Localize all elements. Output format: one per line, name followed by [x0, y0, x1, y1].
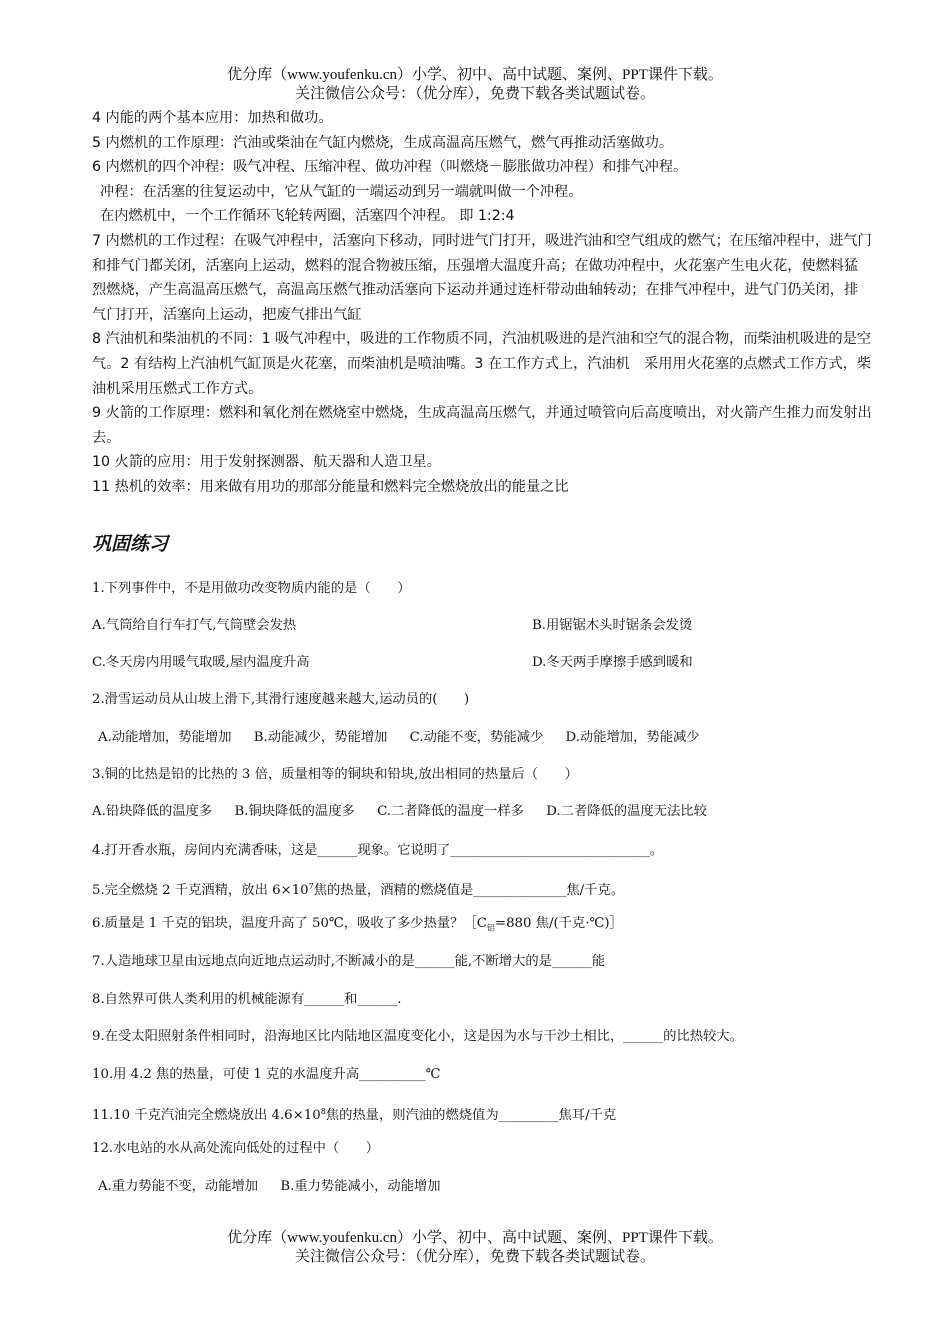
header-line-1: 优分库（www.youfenku.cn）小学、初中、高中试题、案例、PPT课件下载。 [227, 67, 723, 83]
knowledge-notes [92, 106, 872, 500]
question-2-options [98, 729, 718, 747]
page-footer [0, 1229, 950, 1267]
question-1: 1.下列事件中，不是用做功改变物质内能的是（ ） [92, 581, 411, 596]
question-8: 8.自然界可供人类利用的机械能源有______和______. [92, 992, 402, 1007]
question-9: 9.在受太阳照射条件相同时，沿海地区比内陆地区温度变化小，这是因为水与干沙土相比，______的比热较大。 [92, 1029, 743, 1044]
header-line-2: 关注微信公众号：（优分库），免费下载各类试题试卷。 [294, 86, 655, 102]
question-1-option-b: B.用锯锯木头时锯条会发烫 [532, 618, 693, 633]
question-11-exponent: 8 [320, 1107, 326, 1116]
footer-line-1: 优分库（www.youfenku.cn）小学、初中、高中试题、案例、PPT课件下载。 [227, 1230, 723, 1246]
question-11-text-end: 焦的热量，则汽油的燃烧值为_________焦耳/千克 [325, 1108, 617, 1123]
question-11 [92, 1103, 616, 1125]
note-7: 7 内燃机的工作过程：在吸气冲程中，活塞向下移动，同时进气门打开，吸进汽油和空气组成的燃气；在压缩冲程中，进气门和排气门都关闭，活塞向上运动，燃料的混合物被压缩，压强增大温度升高；在做功冲程中，火花塞产生电火花，使燃料猛烈燃烧，产生高温高压燃气，高温高压燃气推动活塞向下运动并通过连杆带动曲轴转动；在排气冲程中，进气门仍关闭，排气门打开，活塞向上运动，把废气排出气缸 [92, 232, 872, 323]
note-4: 4 内能的两个基本应用：加热和做功。 [92, 110, 333, 126]
question-10: 10.用 4.2 焦的热量，可使 1 克的水温度升高__________℃ [92, 1067, 441, 1082]
question-6 [92, 915, 623, 938]
question-5-text-end: 焦的热量，酒精的燃烧值是______________焦/千克。 [313, 883, 625, 898]
question-1-option-c: C.冬天房内用暖气取暖,屋内温度升高 [92, 655, 310, 670]
question-12-option-b: B.重力势能减小，动能增加 [280, 1179, 441, 1194]
question-5 [92, 878, 624, 900]
question-3-option-b: B.铜块降低的温度多 [234, 804, 355, 819]
question-3-option-a: A.铅块降低的温度多 [92, 804, 213, 819]
note-5: 5 内燃机的工作原理：汽油或柴油在气缸内燃烧，生成高温高压燃气，燃气再推动活塞做功。 [92, 134, 674, 151]
question-3-options [92, 803, 725, 821]
question-4: 4.打开香水瓶，房间内充满香味，这是______现象。它说明了______________________________。 [92, 843, 664, 858]
question-6-text-start: 6.质量是 1 千克的铝块，温度升高了 50℃，吸收了多少热量？［C [92, 916, 487, 931]
question-3-option-d: D.二者降低的温度无法比较 [546, 804, 707, 819]
note-stroke-definition: 冲程：在活塞的往复运动中，它从气缸的一端运动到另一端就叫做一个冲程。 [100, 183, 583, 200]
note-10: 10 火箭的应用：用于发射探测器、航天器和人造卫星。 [92, 454, 441, 471]
note-cycle-ratio: 在内燃机中，一个工作循环飞轮转两圈，活塞四个冲程。 即 1:2:4 [100, 208, 515, 225]
question-1-option-a: A.气筒给自行车打气,气筒壁会发热 [92, 618, 297, 633]
question-5-text-start: 5.完全燃烧 2 千克酒精，放出 6×10 [92, 883, 309, 898]
note-8: 8 汽油机和柴油机的不同：1 吸气冲程中，吸进的工作物质不同，汽油机吸进的是汽油和空气的混合物，而柴油机吸进的是空气。2 有结构上汽油机气缸顶是火花塞，而柴油机是喷油嘴。3 在工作方式上，汽油机 采用用火花塞的点燃式工作方式，柴油机采用压燃式工作方式。 [92, 331, 872, 397]
footer-line-2: 关注微信公众号：（优分库），免费下载各类试题试卷。 [294, 1249, 655, 1265]
question-2-option-b: B.动能减少，势能增加 [253, 730, 388, 745]
question-11-text-start: 11.10 千克汽油完全燃烧放出 4.6×10 [92, 1108, 321, 1123]
question-1-option-d: D.冬天两手摩擦手感到暖和 [532, 655, 693, 670]
question-12-option-a: A.重力势能不变，动能增加 [98, 1179, 259, 1194]
question-6-subscript: 铝 [486, 923, 495, 933]
note-11: 11 热机的效率：用来做有用功的那部分能量和燃料完全燃烧放出的能量之比 [92, 478, 569, 495]
question-6-text-end: =880 焦/(千克·℃)］ [494, 916, 623, 931]
question-2-option-c: C.动能不变，势能减少 [409, 730, 544, 745]
question-12: 12.水电站的水从高处流向低处的过程中（ ） [92, 1141, 380, 1156]
question-12-options [98, 1178, 459, 1196]
question-2-option-a: A.动能增加，势能增加 [98, 730, 232, 745]
page-header [0, 66, 950, 104]
question-3-option-c: C.二者降低的温度一样多 [377, 804, 524, 819]
note-9: 9 火箭的工作原理：燃料和氧化剂在燃烧室中燃烧，生成高温高压燃气，并通过喷管向后高度喷出，对火箭产生推力而发射出去。 [92, 405, 872, 446]
question-1-options-row-1 [92, 617, 872, 635]
section-title: 巩固练习 [92, 533, 169, 555]
question-1-options-row-2 [92, 654, 872, 672]
question-7: 7.人造地球卫星由远地点向近地点运动时,不断减小的是______能,不断增大的是______能 [92, 954, 606, 969]
question-3: 3.铜的比热是铅的比热的 3 倍，质量相等的铜块和铅块,放出相同的热量后（ ） [92, 767, 578, 782]
question-2-option-d: D.动能增加，势能减少 [565, 730, 700, 745]
note-6: 6 内燃机的四个冲程：吸气冲程、压缩冲程、做功冲程（叫燃烧－膨胀做功冲程）和排气冲程。 [92, 159, 688, 176]
question-2: 2.滑雪运动员从山坡上滑下,其滑行速度越来越大,运动员的( ) [92, 692, 470, 707]
question-5-exponent: 7 [308, 882, 314, 891]
